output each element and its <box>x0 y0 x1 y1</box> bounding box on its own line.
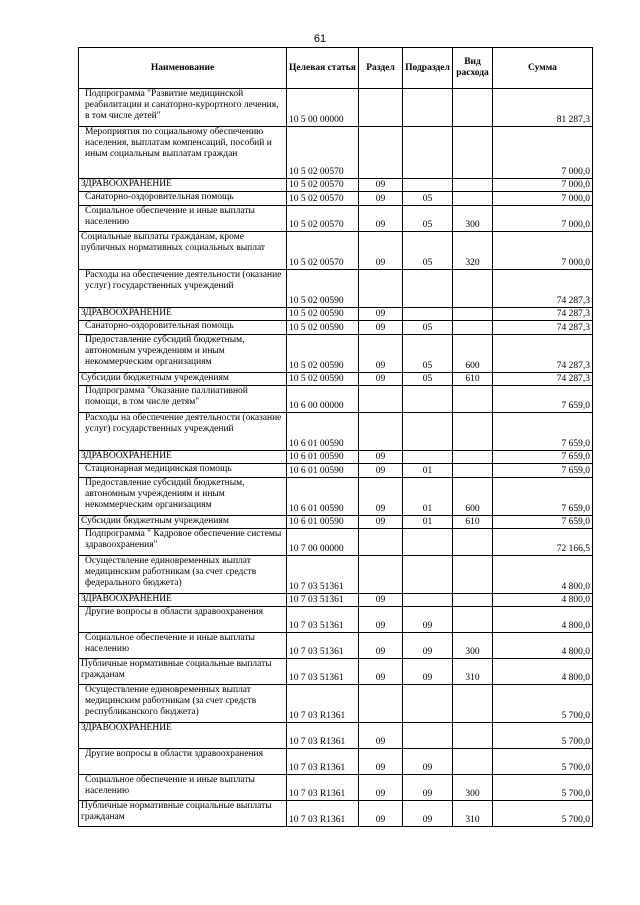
row-expense-type <box>453 749 493 775</box>
row-subsection <box>403 556 453 594</box>
row-amount: 74 287,3 <box>493 270 593 308</box>
row-name: Расходы на обеспечение деятельности (оказание услуг) государственных учреждений <box>79 270 287 308</box>
row-section: 09 <box>359 335 403 373</box>
table-row <box>79 659 593 685</box>
row-amount: 81 287,3 <box>493 89 593 127</box>
row-section: 09 <box>359 723 403 749</box>
row-expense-type <box>453 127 493 179</box>
row-section <box>359 89 403 127</box>
row-subsection: 09 <box>403 749 453 775</box>
row-expense-type <box>453 685 493 723</box>
row-subsection: 05 <box>403 373 453 386</box>
row-subsection <box>403 413 453 451</box>
row-amount: 7 659,0 <box>493 451 593 464</box>
table-header-row <box>79 48 593 89</box>
row-target-code: 10 7 03 R1361 <box>287 723 359 749</box>
header-target: Целевая статья <box>287 48 359 89</box>
row-target-code: 10 5 02 00570 <box>287 192 359 206</box>
row-amount: 7 000,0 <box>493 232 593 270</box>
row-expense-type: 600 <box>453 478 493 516</box>
row-name: Осуществление единовременных выплат медицинским работникам (за счет средств федерального бюджета) <box>79 556 287 594</box>
row-expense-type: 610 <box>453 516 493 529</box>
row-section: 09 <box>359 478 403 516</box>
row-name: Мероприятия по социальному обеспечению населения, выплатам компенсаций, пособий и иным социальным выплатам граждан <box>79 127 287 179</box>
row-expense-type <box>453 321 493 335</box>
row-name: Подпрограмма " Кадровое обеспечение системы здравоохранения" <box>79 529 287 556</box>
row-section: 09 <box>359 179 403 192</box>
row-expense-type: 300 <box>453 633 493 659</box>
row-amount: 7 000,0 <box>493 179 593 192</box>
row-expense-type <box>453 192 493 206</box>
row-section: 09 <box>359 775 403 801</box>
row-amount: 5 700,0 <box>493 801 593 827</box>
row-expense-type <box>453 464 493 478</box>
row-section: 09 <box>359 321 403 335</box>
row-subsection: 01 <box>403 464 453 478</box>
row-expense-type: 310 <box>453 659 493 685</box>
table-row <box>79 206 593 232</box>
row-name: Субсидии бюджетным учреждениям <box>79 373 287 386</box>
table-row <box>79 179 593 192</box>
table-row <box>79 321 593 335</box>
row-name: Социальное обеспечение и иные выплаты населению <box>79 206 287 232</box>
row-subsection: 05 <box>403 321 453 335</box>
row-name: Санаторно-оздоровительная помощь <box>79 321 287 335</box>
row-subsection <box>403 89 453 127</box>
row-name: Социальные выплаты гражданам, кроме публичных нормативных социальных выплат <box>79 232 287 270</box>
row-target-code: 10 7 03 R1361 <box>287 749 359 775</box>
row-section: 09 <box>359 516 403 529</box>
row-subsection: 05 <box>403 192 453 206</box>
row-target-code: 10 5 02 00590 <box>287 308 359 321</box>
row-amount: 4 800,0 <box>493 556 593 594</box>
row-target-code: 10 7 03 51361 <box>287 633 359 659</box>
row-target-code: 10 7 03 R1361 <box>287 801 359 827</box>
row-name: ЗДРАВООХРАНЕНИЕ <box>79 451 287 464</box>
row-subsection <box>403 270 453 308</box>
row-amount: 74 287,3 <box>493 308 593 321</box>
row-name: Подпрограмма "Оказание паллиативной помощи, в том числе детям" <box>79 386 287 413</box>
table-row <box>79 556 593 594</box>
row-target-code: 10 6 01 00590 <box>287 413 359 451</box>
row-expense-type: 320 <box>453 232 493 270</box>
row-expense-type <box>453 179 493 192</box>
row-section: 09 <box>359 451 403 464</box>
row-target-code: 10 7 03 51361 <box>287 659 359 685</box>
table-row <box>79 749 593 775</box>
row-target-code: 10 5 02 00590 <box>287 335 359 373</box>
row-expense-type <box>453 723 493 749</box>
table-row <box>79 386 593 413</box>
row-amount: 5 700,0 <box>493 775 593 801</box>
row-expense-type: 300 <box>453 775 493 801</box>
row-expense-type <box>453 594 493 607</box>
row-target-code: 10 5 02 00570 <box>287 179 359 192</box>
row-target-code: 10 5 02 00570 <box>287 127 359 179</box>
table-row <box>79 413 593 451</box>
row-name: ЗДРАВООХРАНЕНИЕ <box>79 308 287 321</box>
row-target-code: 10 7 00 00000 <box>287 529 359 556</box>
row-section: 09 <box>359 594 403 607</box>
row-subsection <box>403 386 453 413</box>
row-target-code: 10 5 02 00570 <box>287 232 359 270</box>
row-target-code: 10 7 03 51361 <box>287 594 359 607</box>
row-amount: 5 700,0 <box>493 749 593 775</box>
table-row <box>79 633 593 659</box>
row-section: 09 <box>359 192 403 206</box>
row-subsection: 01 <box>403 478 453 516</box>
row-subsection: 01 <box>403 516 453 529</box>
row-expense-type <box>453 607 493 633</box>
row-name: Другие вопросы в области здравоохранения <box>79 749 287 775</box>
page-number: 61 <box>313 33 327 45</box>
row-amount: 7 659,0 <box>493 386 593 413</box>
row-name: Стационарная медицинская помощь <box>79 464 287 478</box>
row-amount: 72 166,5 <box>493 529 593 556</box>
row-subsection: 05 <box>403 232 453 270</box>
row-amount: 5 700,0 <box>493 685 593 723</box>
row-expense-type: 610 <box>453 373 493 386</box>
row-section: 09 <box>359 607 403 633</box>
row-amount: 4 800,0 <box>493 607 593 633</box>
row-section <box>359 270 403 308</box>
row-target-code: 10 5 02 00590 <box>287 270 359 308</box>
row-target-code: 10 5 00 00000 <box>287 89 359 127</box>
row-expense-type <box>453 451 493 464</box>
row-subsection: 05 <box>403 335 453 373</box>
row-subsection <box>403 127 453 179</box>
row-target-code: 10 5 02 00570 <box>287 206 359 232</box>
row-name: Расходы на обеспечение деятельности (оказание услуг) государственных учреждений <box>79 413 287 451</box>
row-name: ЗДРАВООХРАНЕНИЕ <box>79 723 287 749</box>
row-subsection <box>403 451 453 464</box>
table-row <box>79 373 593 386</box>
table-row <box>79 775 593 801</box>
row-expense-type <box>453 529 493 556</box>
row-target-code: 10 7 03 R1361 <box>287 685 359 723</box>
row-section: 09 <box>359 232 403 270</box>
row-subsection <box>403 685 453 723</box>
row-expense-type: 600 <box>453 335 493 373</box>
row-target-code: 10 6 01 00590 <box>287 451 359 464</box>
table-row <box>79 192 593 206</box>
row-name: Субсидии бюджетным учреждениям <box>79 516 287 529</box>
row-expense-type <box>453 308 493 321</box>
row-name: ЗДРАВООХРАНЕНИЕ <box>79 594 287 607</box>
table-row <box>79 464 593 478</box>
row-name: Социальное обеспечение и иные выплаты населению <box>79 775 287 801</box>
row-expense-type: 310 <box>453 801 493 827</box>
row-name: Другие вопросы в области здравоохранения <box>79 607 287 633</box>
table-row <box>79 685 593 723</box>
row-subsection: 09 <box>403 633 453 659</box>
row-subsection <box>403 308 453 321</box>
table-row <box>79 723 593 749</box>
row-name: Публичные нормативные социальные выплаты гражданам <box>79 659 287 685</box>
row-name: Осуществление единовременных выплат медицинским работникам (за счет средств республиканского бюджета) <box>79 685 287 723</box>
row-name: ЗДРАВООХРАНЕНИЕ <box>79 179 287 192</box>
row-amount: 7 000,0 <box>493 192 593 206</box>
table-row <box>79 516 593 529</box>
row-target-code: 10 5 02 00590 <box>287 321 359 335</box>
row-section: 09 <box>359 206 403 232</box>
row-section <box>359 529 403 556</box>
row-amount: 7 659,0 <box>493 464 593 478</box>
row-subsection: 09 <box>403 659 453 685</box>
row-section: 09 <box>359 308 403 321</box>
row-subsection: 09 <box>403 801 453 827</box>
row-section <box>359 386 403 413</box>
row-subsection <box>403 594 453 607</box>
row-section <box>359 127 403 179</box>
table-row <box>79 594 593 607</box>
row-target-code: 10 6 00 00000 <box>287 386 359 413</box>
table-row <box>79 308 593 321</box>
header-subsection: Подраздел <box>403 48 453 89</box>
row-section: 09 <box>359 659 403 685</box>
row-amount: 74 287,3 <box>493 373 593 386</box>
row-section: 09 <box>359 633 403 659</box>
table-row <box>79 89 593 127</box>
row-section <box>359 685 403 723</box>
row-expense-type <box>453 556 493 594</box>
table-row <box>79 270 593 308</box>
row-name: Предоставление субсидий бюджетным, автономным учреждениям и иным некоммерческим организациям <box>79 335 287 373</box>
row-target-code: 10 7 03 R1361 <box>287 775 359 801</box>
row-amount: 4 800,0 <box>493 659 593 685</box>
row-target-code: 10 7 03 51361 <box>287 607 359 633</box>
row-target-code: 10 6 01 00590 <box>287 478 359 516</box>
row-amount: 74 287,3 <box>493 335 593 373</box>
row-expense-type <box>453 413 493 451</box>
table-row <box>79 801 593 827</box>
row-section: 09 <box>359 464 403 478</box>
row-section: 09 <box>359 749 403 775</box>
row-section <box>359 413 403 451</box>
row-subsection <box>403 723 453 749</box>
table-row <box>79 335 593 373</box>
header-expense-type: Вид расхода <box>453 48 493 89</box>
row-amount: 74 287,3 <box>493 321 593 335</box>
row-section: 09 <box>359 373 403 386</box>
table-row <box>79 529 593 556</box>
header-section: Раздел <box>359 48 403 89</box>
row-subsection: 05 <box>403 206 453 232</box>
row-expense-type <box>453 386 493 413</box>
row-section: 09 <box>359 801 403 827</box>
row-amount: 7 000,0 <box>493 206 593 232</box>
row-expense-type <box>453 270 493 308</box>
row-subsection <box>403 529 453 556</box>
row-name: Подпрограмма "Развитие медицинской реабилитации и санаторно-курортного лечения, в том числе детей" <box>79 89 287 127</box>
header-name: Наименование <box>79 48 287 89</box>
row-subsection <box>403 179 453 192</box>
row-expense-type: 300 <box>453 206 493 232</box>
row-name: Публичные нормативные социальные выплаты гражданам <box>79 801 287 827</box>
row-amount: 4 800,0 <box>493 633 593 659</box>
budget-table <box>78 47 593 827</box>
row-amount: 7 000,0 <box>493 127 593 179</box>
row-amount: 5 700,0 <box>493 723 593 749</box>
row-target-code: 10 6 01 00590 <box>287 464 359 478</box>
row-amount: 7 659,0 <box>493 478 593 516</box>
table-row <box>79 607 593 633</box>
row-subsection: 09 <box>403 607 453 633</box>
row-target-code: 10 5 02 00590 <box>287 373 359 386</box>
row-name: Социальное обеспечение и иные выплаты населению <box>79 633 287 659</box>
row-section <box>359 556 403 594</box>
row-amount: 7 659,0 <box>493 413 593 451</box>
table-row <box>79 232 593 270</box>
header-amount: Сумма <box>493 48 593 89</box>
row-expense-type <box>453 89 493 127</box>
row-subsection: 09 <box>403 775 453 801</box>
table-row <box>79 127 593 179</box>
table-row <box>79 478 593 516</box>
table-row <box>79 451 593 464</box>
row-target-code: 10 7 03 51361 <box>287 556 359 594</box>
row-name: Предоставление субсидий бюджетным, автономным учреждениям и иным некоммерческим организациям <box>79 478 287 516</box>
row-amount: 4 800,0 <box>493 594 593 607</box>
row-target-code: 10 6 01 00590 <box>287 516 359 529</box>
row-amount: 7 659,0 <box>493 516 593 529</box>
row-name: Санаторно-оздоровительная помощь <box>79 192 287 206</box>
